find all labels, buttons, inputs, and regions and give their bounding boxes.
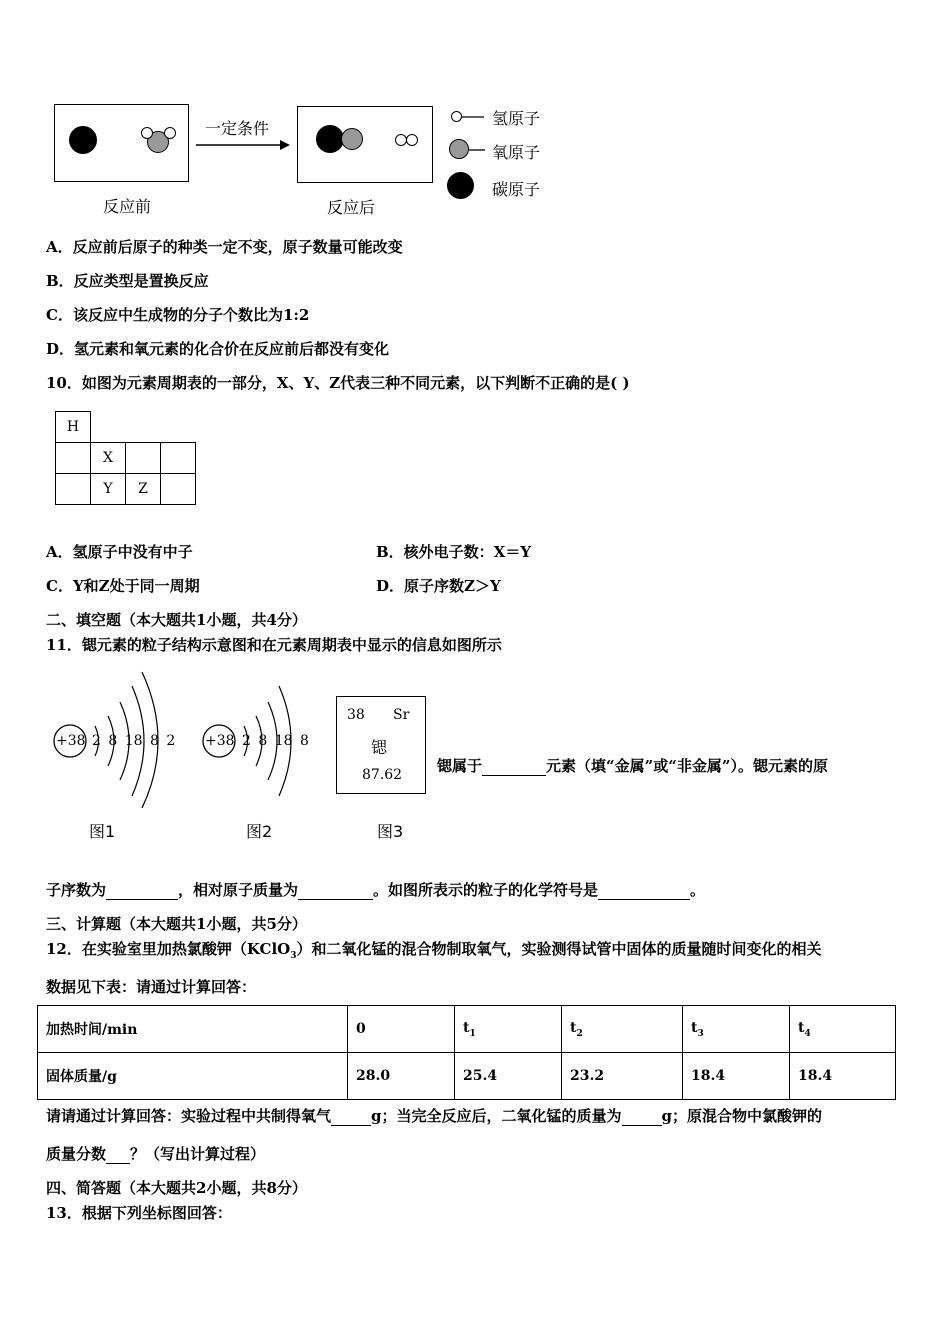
q12-after-line2-b: ？（写出计算过程） [130, 1145, 266, 1163]
carbon-atom-before [69, 126, 97, 154]
q11-text-line1 [437, 755, 828, 776]
table-cell: 23.2 [562, 1053, 683, 1100]
legend-hydrogen-label: 氢原子 [492, 109, 541, 128]
cell-h: H [56, 412, 91, 443]
q12-stem-b: ）和二氧化锰的混合物制取氧气，实验测得试管中固体的质量随时间变化的相关 [296, 940, 822, 958]
q10-option-a: A．氢原子中没有中子 [46, 543, 193, 561]
q12-blank-fraction[interactable] [106, 1145, 130, 1164]
row2-header: 固体质量/g [38, 1053, 348, 1100]
fig2-shells: 2 8 18 8 [242, 733, 309, 749]
q12-blank-mno2[interactable] [622, 1107, 662, 1126]
q12-stem-line2: 数据见下表：请通过计算回答： [46, 978, 257, 996]
q9-option-a: A．反应前后原子的种类一定不变，原子数量可能改变 [46, 238, 403, 256]
q9-option-d: D．氢元素和氧元素的化合价在反应前后都没有变化 [46, 340, 390, 358]
legend-dash-icon [462, 115, 484, 119]
q12-stem [46, 938, 822, 961]
legend-carbon-icon [447, 172, 474, 199]
row1-header: 加热时间/min [38, 1006, 348, 1053]
fig2-label: 图2 [246, 822, 273, 841]
table-cell: 18.4 [790, 1053, 896, 1100]
element-name: 锶 [371, 738, 388, 757]
table-row [38, 1053, 896, 1100]
carbon-atom-after [316, 125, 344, 153]
after-label: 反应后 [327, 198, 376, 217]
before-label: 反应前 [103, 197, 152, 216]
q10-option-b: B．核外电子数：X＝Y [376, 543, 532, 561]
fig2-nucleus: +38 [205, 733, 235, 749]
fig1-label: 图1 [89, 822, 116, 841]
table-cell: 18.4 [683, 1053, 790, 1100]
q11-text-part2: 元素（填“金属”或“非金属”）。锶元素的原 [546, 757, 829, 775]
section3-title: 三、计算题（本大题共1小题，共5分） [46, 915, 307, 933]
legend-oxygen-icon [449, 139, 469, 159]
legend-carbon-label: 碳原子 [492, 180, 541, 199]
fig1-nucleus: +38 [56, 733, 86, 749]
element-mass: 87.62 [362, 767, 403, 783]
table-cell: 0 [348, 1006, 455, 1053]
q12-stem-a: 12．在实验室里加热氯酸钾（KClO [46, 940, 291, 958]
hydrogen-atom-before-1 [141, 127, 153, 139]
hydrogen-atom-after-2 [406, 134, 418, 146]
q11-line2-c: 。如图所表示的粒子的化学符号是 [373, 881, 599, 899]
element-number: 38 [347, 707, 365, 723]
q10-option-c: C．Y和Z处于同一周期 [46, 577, 200, 595]
q11-line2-d: 。 [690, 881, 706, 899]
legend-hydrogen-icon [451, 111, 462, 122]
q12-after-line2 [46, 1143, 265, 1164]
table-cell: $t_3$ [683, 1006, 790, 1053]
legend-dash-icon [469, 148, 485, 152]
q12-after-a: 请请通过计算回答：实验过程中共制得氧气 [46, 1107, 332, 1125]
table-row [38, 1006, 896, 1053]
q12-stem-sub: 3 [290, 951, 297, 961]
q12-after-b: g；当完全反应后，二氧化锰的质量为 [371, 1107, 622, 1125]
q11-blank-atomic-number[interactable] [106, 881, 178, 900]
q11-line2-a: 子序数为 [46, 881, 107, 899]
element-symbol: Sr [393, 707, 410, 723]
table-cell: $t_4$ [790, 1006, 896, 1053]
q11-blank-atomic-mass[interactable] [298, 881, 373, 900]
q10-option-d: D．原子序数Z＞Y [376, 577, 501, 595]
table-cell: 25.4 [455, 1053, 562, 1100]
hydrogen-atom-before-2 [164, 127, 176, 139]
cell-x: X [91, 443, 126, 474]
q11-stem: 11．锶元素的粒子结构示意图和在元素周期表中显示的信息如图所示 [46, 636, 502, 654]
q11-blank-symbol[interactable] [598, 881, 690, 900]
periodic-table-fragment [55, 411, 196, 505]
table-cell: 28.0 [348, 1053, 455, 1100]
q11-line2-b: ，相对原子质量为 [178, 881, 299, 899]
section4-title: 四、简答题（本大题共2小题，共8分） [46, 1179, 307, 1197]
oxygen-atom-after [341, 128, 363, 150]
q11-text-part1: 锶属于 [437, 757, 483, 775]
table-cell: $t_1$ [455, 1006, 562, 1053]
reaction-arrow-icon [196, 138, 291, 152]
q11-blank-metal[interactable] [482, 757, 546, 776]
q12-after-line1 [46, 1105, 822, 1126]
q9-option-c: C．该反应中生成物的分子个数比为1:2 [46, 306, 310, 324]
cell-z: Z [126, 474, 161, 505]
q12-blank-oxygen[interactable] [331, 1107, 371, 1126]
q9-option-b: B．反应类型是置换反应 [46, 272, 209, 290]
q12-after-c: g；原混合物中氯酸钾的 [661, 1107, 823, 1125]
element-card-sr [336, 696, 426, 794]
table-cell: $t_2$ [562, 1006, 683, 1053]
fig3-label: 图3 [377, 822, 404, 841]
cell-y: Y [91, 474, 126, 505]
arrow-label: 一定条件 [205, 119, 270, 138]
heating-data-table [37, 1005, 896, 1100]
q11-text-line2 [46, 879, 705, 900]
q12-after-line2-a: 质量分数 [46, 1145, 107, 1163]
q13-stem: 13．根据下列坐标图回答： [46, 1204, 232, 1222]
section2-title: 二、填空题（本大题共1小题，共4分） [46, 611, 307, 629]
fig1-shells: 2 8 18 8 2 [92, 733, 176, 749]
legend-oxygen-label: 氧原子 [492, 143, 541, 162]
q10-stem: 10．如图为元素周期表的一部分，X、Y、Z代表三种不同元素，以下判断不正确的是( ) [46, 374, 630, 392]
